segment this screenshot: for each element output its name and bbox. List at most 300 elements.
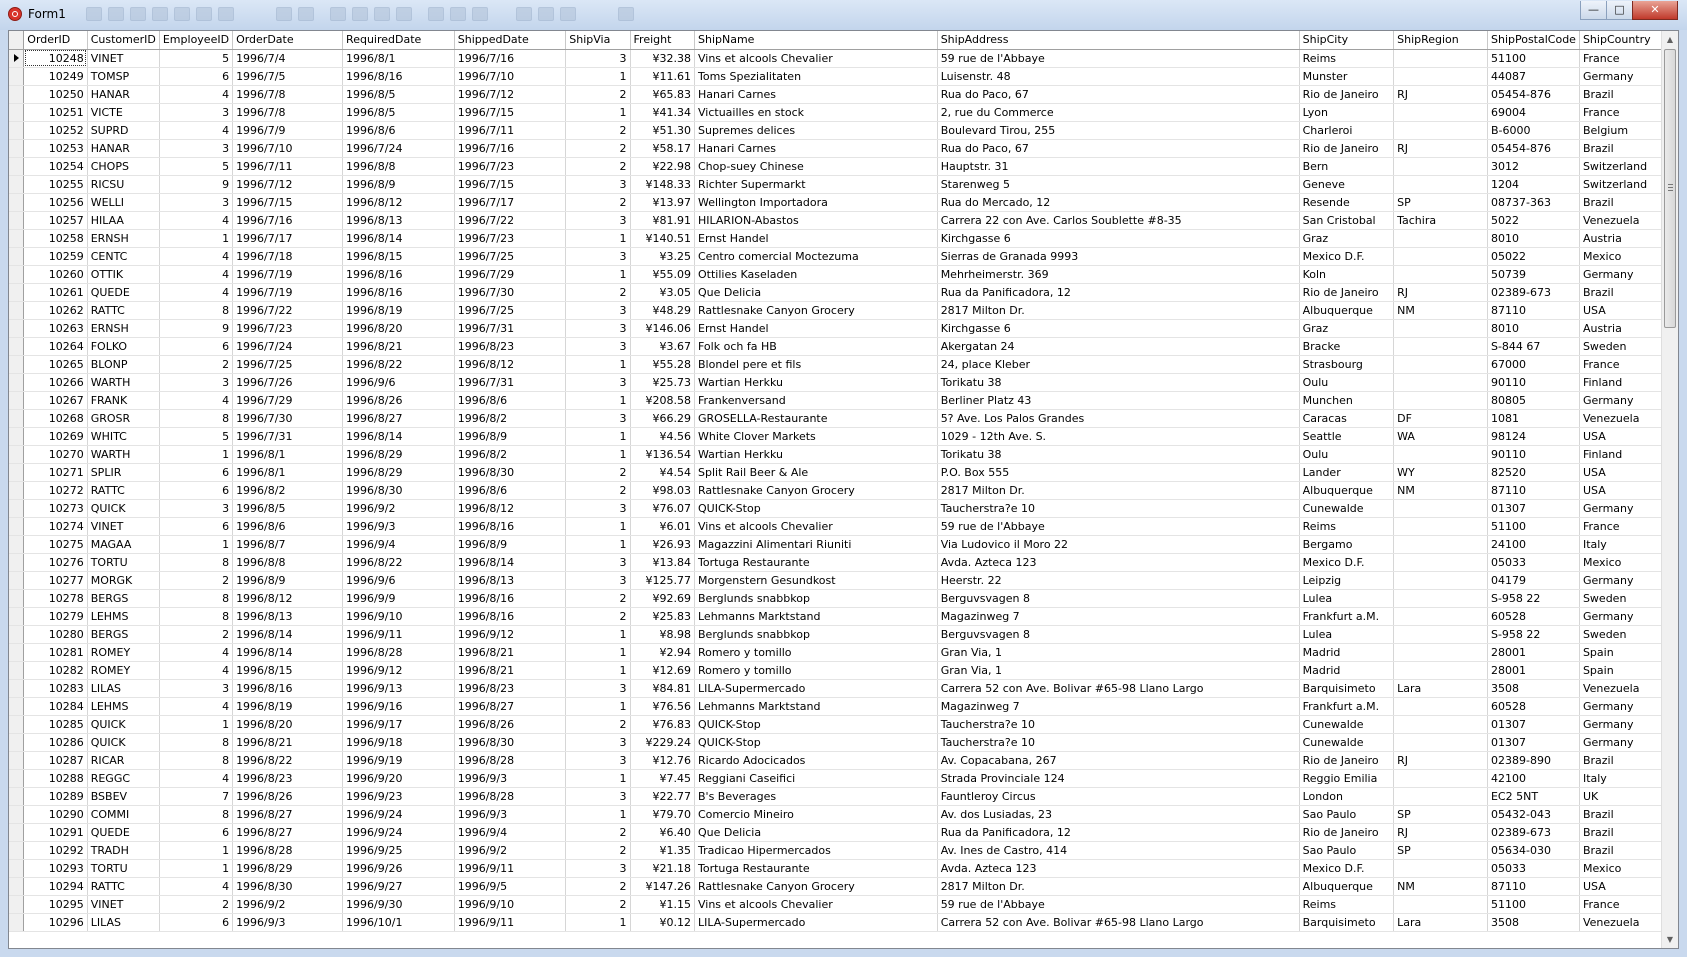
cell-shippeddate[interactable]: 1996/8/2 (454, 445, 566, 463)
cell-employeeid[interactable]: 2 (159, 355, 232, 373)
cell-orderdate[interactable]: 1996/7/8 (233, 103, 343, 121)
cell-shipcountry[interactable]: USA (1579, 877, 1677, 895)
cell-shippeddate[interactable]: 1996/7/22 (454, 211, 566, 229)
cell-customerid[interactable]: OTTIK (87, 265, 159, 283)
cell-orderid[interactable]: 10265 (24, 355, 87, 373)
cell-shipregion[interactable]: NM (1394, 481, 1488, 499)
column-header[interactable]: CustomerID (87, 31, 159, 49)
cell-shipregion[interactable] (1394, 661, 1488, 679)
cell-customerid[interactable]: ROMEY (87, 643, 159, 661)
cell-customerid[interactable]: GROSR (87, 409, 159, 427)
cell-orderid[interactable]: 10290 (24, 805, 87, 823)
cell-shippostalcode[interactable]: 02389-673 (1487, 823, 1579, 841)
cell-employeeid[interactable]: 8 (159, 751, 232, 769)
cell-shipcountry[interactable]: France (1579, 355, 1677, 373)
cell-shipcountry[interactable]: Germany (1579, 265, 1677, 283)
cell-orderdate[interactable]: 1996/8/15 (233, 661, 343, 679)
cell-customerid[interactable]: SPLIR (87, 463, 159, 481)
cell-shippeddate[interactable]: 1996/7/12 (454, 85, 566, 103)
cell-shipaddress[interactable]: Gran Via, 1 (937, 643, 1299, 661)
cell-shipname[interactable]: Vins et alcools Chevalier (695, 895, 938, 913)
cell-employeeid[interactable]: 1 (159, 445, 232, 463)
cell-orderdate[interactable]: 1996/7/9 (233, 121, 343, 139)
table-row[interactable] (9, 769, 1678, 787)
row-header[interactable] (9, 391, 24, 409)
cell-requireddate[interactable]: 1996/9/11 (343, 625, 455, 643)
cell-customerid[interactable]: MAGAA (87, 535, 159, 553)
cell-freight[interactable]: ¥66.29 (630, 409, 694, 427)
cell-customerid[interactable]: LILAS (87, 679, 159, 697)
column-header[interactable]: Freight (630, 31, 694, 49)
cell-freight[interactable]: ¥3.67 (630, 337, 694, 355)
cell-shipaddress[interactable]: Rua da Panificadora, 12 (937, 283, 1299, 301)
cell-customerid[interactable]: REGGC (87, 769, 159, 787)
cell-orderdate[interactable]: 1996/8/28 (233, 841, 343, 859)
cell-shippeddate[interactable]: 1996/8/30 (454, 463, 566, 481)
cell-orderdate[interactable]: 1996/8/5 (233, 499, 343, 517)
cell-customerid[interactable]: VINET (87, 895, 159, 913)
cell-customerid[interactable]: CENTC (87, 247, 159, 265)
cell-freight[interactable]: ¥13.84 (630, 553, 694, 571)
cell-shipregion[interactable] (1394, 445, 1488, 463)
cell-freight[interactable]: ¥55.09 (630, 265, 694, 283)
cell-requireddate[interactable]: 1996/8/1 (343, 49, 455, 67)
cell-shippostalcode[interactable]: S-844 67 (1487, 337, 1579, 355)
cell-employeeid[interactable]: 3 (159, 679, 232, 697)
cell-employeeid[interactable]: 1 (159, 229, 232, 247)
cell-requireddate[interactable]: 1996/8/15 (343, 247, 455, 265)
row-header[interactable] (9, 193, 24, 211)
table-row[interactable] (9, 589, 1678, 607)
cell-shipregion[interactable]: NM (1394, 877, 1488, 895)
cell-requireddate[interactable]: 1996/9/3 (343, 517, 455, 535)
cell-shippostalcode[interactable]: 87110 (1487, 301, 1579, 319)
table-row[interactable] (9, 715, 1678, 733)
cell-shippeddate[interactable]: 1996/8/9 (454, 535, 566, 553)
cell-orderid[interactable]: 10263 (24, 319, 87, 337)
cell-shipname[interactable]: Wartian Herkku (695, 373, 938, 391)
cell-freight[interactable]: ¥22.98 (630, 157, 694, 175)
cell-shippeddate[interactable]: 1996/7/11 (454, 121, 566, 139)
cell-shipaddress[interactable]: Torikatu 38 (937, 373, 1299, 391)
cell-shippeddate[interactable]: 1996/8/30 (454, 733, 566, 751)
orders-data-grid[interactable] (8, 30, 1679, 949)
cell-shipregion[interactable] (1394, 265, 1488, 283)
row-header[interactable] (9, 301, 24, 319)
row-header[interactable] (9, 589, 24, 607)
cell-freight[interactable]: ¥0.12 (630, 913, 694, 931)
cell-orderdate[interactable]: 1996/8/2 (233, 481, 343, 499)
table-row[interactable] (9, 463, 1678, 481)
cell-orderid[interactable]: 10252 (24, 121, 87, 139)
cell-shipregion[interactable] (1394, 643, 1488, 661)
cell-shipcity[interactable]: Lyon (1299, 103, 1394, 121)
cell-shipcountry[interactable]: Venezuela (1579, 211, 1677, 229)
cell-freight[interactable]: ¥6.40 (630, 823, 694, 841)
cell-freight[interactable]: ¥65.83 (630, 85, 694, 103)
cell-orderid[interactable]: 10278 (24, 589, 87, 607)
cell-shipcountry[interactable]: Germany (1579, 499, 1677, 517)
cell-customerid[interactable]: VINET (87, 49, 159, 67)
cell-shippostalcode[interactable]: 44087 (1487, 67, 1579, 85)
maximize-button[interactable]: □ (1606, 1, 1633, 20)
cell-shippostalcode[interactable]: 51100 (1487, 49, 1579, 67)
cell-orderdate[interactable]: 1996/8/6 (233, 517, 343, 535)
cell-shipcity[interactable]: Mexico D.F. (1299, 553, 1394, 571)
column-header[interactable]: ShipCountry (1579, 31, 1677, 49)
cell-orderid[interactable]: 10286 (24, 733, 87, 751)
cell-shipcity[interactable]: Graz (1299, 319, 1394, 337)
cell-shipvia[interactable]: 2 (566, 121, 630, 139)
cell-shipvia[interactable]: 3 (566, 211, 630, 229)
cell-shippeddate[interactable]: 1996/9/3 (454, 805, 566, 823)
cell-shippostalcode[interactable]: 28001 (1487, 643, 1579, 661)
cell-requireddate[interactable]: 1996/8/26 (343, 391, 455, 409)
cell-shippostalcode[interactable]: 05634-030 (1487, 841, 1579, 859)
cell-freight[interactable]: ¥229.24 (630, 733, 694, 751)
cell-shipvia[interactable]: 2 (566, 463, 630, 481)
row-header[interactable] (9, 535, 24, 553)
cell-orderid[interactable]: 10257 (24, 211, 87, 229)
cell-customerid[interactable]: LEHMS (87, 607, 159, 625)
cell-shipcity[interactable]: Barquisimeto (1299, 913, 1394, 931)
column-header[interactable]: ShipName (695, 31, 938, 49)
cell-shipcity[interactable]: Madrid (1299, 661, 1394, 679)
cell-shippeddate[interactable]: 1996/8/13 (454, 571, 566, 589)
cell-shipcountry[interactable]: Germany (1579, 733, 1677, 751)
cell-shipcountry[interactable]: Germany (1579, 697, 1677, 715)
cell-employeeid[interactable]: 8 (159, 301, 232, 319)
cell-freight[interactable]: ¥6.01 (630, 517, 694, 535)
cell-orderdate[interactable]: 1996/7/19 (233, 283, 343, 301)
cell-shippostalcode[interactable]: 3012 (1487, 157, 1579, 175)
cell-orderid[interactable]: 10258 (24, 229, 87, 247)
cell-shipcountry[interactable]: Spain (1579, 643, 1677, 661)
cell-shipcity[interactable]: Strasbourg (1299, 355, 1394, 373)
cell-freight[interactable]: ¥76.56 (630, 697, 694, 715)
cell-shipregion[interactable] (1394, 553, 1488, 571)
cell-shipvia[interactable]: 1 (566, 265, 630, 283)
cell-shipcountry[interactable]: Brazil (1579, 823, 1677, 841)
table-row[interactable] (9, 535, 1678, 553)
cell-shipvia[interactable]: 2 (566, 283, 630, 301)
cell-requireddate[interactable]: 1996/8/5 (343, 85, 455, 103)
cell-shippostalcode[interactable]: 04179 (1487, 571, 1579, 589)
cell-shippeddate[interactable]: 1996/8/2 (454, 409, 566, 427)
cell-requireddate[interactable]: 1996/9/26 (343, 859, 455, 877)
cell-shipregion[interactable]: NM (1394, 301, 1488, 319)
cell-shipname[interactable]: Morgenstern Gesundkost (695, 571, 938, 589)
cell-orderdate[interactable]: 1996/7/22 (233, 301, 343, 319)
cell-requireddate[interactable]: 1996/9/24 (343, 823, 455, 841)
cell-shippeddate[interactable]: 1996/7/23 (454, 229, 566, 247)
cell-orderdate[interactable]: 1996/8/26 (233, 787, 343, 805)
cell-shippeddate[interactable]: 1996/9/12 (454, 625, 566, 643)
cell-orderid[interactable]: 10283 (24, 679, 87, 697)
cell-shipaddress[interactable]: Carrera 52 con Ave. Bolivar #65-98 Llano Largo (937, 679, 1299, 697)
cell-customerid[interactable]: SUPRD (87, 121, 159, 139)
cell-orderid[interactable]: 10268 (24, 409, 87, 427)
row-header[interactable] (9, 895, 24, 913)
cell-orderid[interactable]: 10279 (24, 607, 87, 625)
cell-shipregion[interactable]: SP (1394, 841, 1488, 859)
column-header[interactable]: ShipRegion (1394, 31, 1488, 49)
cell-shipname[interactable]: GROSELLA-Restaurante (695, 409, 938, 427)
cell-shippeddate[interactable]: 1996/8/16 (454, 607, 566, 625)
cell-orderid[interactable]: 10267 (24, 391, 87, 409)
row-header[interactable] (9, 841, 24, 859)
cell-customerid[interactable]: BERGS (87, 589, 159, 607)
cell-shipcountry[interactable]: Brazil (1579, 139, 1677, 157)
cell-orderdate[interactable]: 1996/7/12 (233, 175, 343, 193)
row-header[interactable] (9, 661, 24, 679)
cell-shipcity[interactable]: Munchen (1299, 391, 1394, 409)
cell-customerid[interactable]: FRANK (87, 391, 159, 409)
cell-employeeid[interactable]: 6 (159, 337, 232, 355)
cell-shipcountry[interactable]: Switzerland (1579, 157, 1677, 175)
cell-freight[interactable]: ¥3.05 (630, 283, 694, 301)
cell-orderid[interactable]: 10266 (24, 373, 87, 391)
cell-shippeddate[interactable]: 1996/7/29 (454, 265, 566, 283)
cell-freight[interactable]: ¥25.73 (630, 373, 694, 391)
cell-orderid[interactable]: 10275 (24, 535, 87, 553)
cell-shipname[interactable]: Romero y tomillo (695, 643, 938, 661)
row-header[interactable] (9, 607, 24, 625)
cell-shipname[interactable]: Que Delicia (695, 823, 938, 841)
cell-shippostalcode[interactable]: 87110 (1487, 877, 1579, 895)
cell-freight[interactable]: ¥125.77 (630, 571, 694, 589)
cell-customerid[interactable]: WHITC (87, 427, 159, 445)
cell-shipname[interactable]: Que Delicia (695, 283, 938, 301)
cell-requireddate[interactable]: 1996/9/17 (343, 715, 455, 733)
cell-shippeddate[interactable]: 1996/9/11 (454, 913, 566, 931)
cell-shipvia[interactable]: 3 (566, 733, 630, 751)
cell-shipaddress[interactable]: Rua do Paco, 67 (937, 139, 1299, 157)
cell-orderdate[interactable]: 1996/7/15 (233, 193, 343, 211)
table-row[interactable] (9, 679, 1678, 697)
cell-shipcity[interactable]: Reims (1299, 517, 1394, 535)
cell-freight[interactable]: ¥12.69 (630, 661, 694, 679)
cell-orderdate[interactable]: 1996/7/5 (233, 67, 343, 85)
table-row[interactable] (9, 175, 1678, 193)
cell-orderdate[interactable]: 1996/8/20 (233, 715, 343, 733)
cell-employeeid[interactable]: 4 (159, 283, 232, 301)
table-row[interactable] (9, 391, 1678, 409)
cell-freight[interactable]: ¥1.15 (630, 895, 694, 913)
cell-shippostalcode[interactable]: 05454-876 (1487, 85, 1579, 103)
cell-shipaddress[interactable]: 5? Ave. Los Palos Grandes (937, 409, 1299, 427)
table-row[interactable] (9, 211, 1678, 229)
cell-shipaddress[interactable]: Taucherstra?e 10 (937, 715, 1299, 733)
table-row[interactable] (9, 859, 1678, 877)
cell-shipcity[interactable]: Rio de Janeiro (1299, 139, 1394, 157)
cell-customerid[interactable]: RATTC (87, 301, 159, 319)
cell-shipaddress[interactable]: Taucherstra?e 10 (937, 733, 1299, 751)
cell-shippostalcode[interactable]: 60528 (1487, 607, 1579, 625)
cell-customerid[interactable]: WARTH (87, 445, 159, 463)
cell-shippostalcode[interactable]: 02389-673 (1487, 283, 1579, 301)
cell-shipaddress[interactable]: Rua do Paco, 67 (937, 85, 1299, 103)
cell-employeeid[interactable]: 6 (159, 823, 232, 841)
cell-shipaddress[interactable]: Av. Ines de Castro, 414 (937, 841, 1299, 859)
cell-orderid[interactable]: 10293 (24, 859, 87, 877)
cell-shipaddress[interactable]: 24, place Kleber (937, 355, 1299, 373)
cell-orderid[interactable]: 10270 (24, 445, 87, 463)
cell-shippeddate[interactable]: 1996/8/27 (454, 697, 566, 715)
cell-employeeid[interactable]: 1 (159, 841, 232, 859)
cell-shipcity[interactable]: Mexico D.F. (1299, 247, 1394, 265)
column-header[interactable]: EmployeeID (159, 31, 232, 49)
cell-orderdate[interactable]: 1996/7/26 (233, 373, 343, 391)
cell-employeeid[interactable]: 1 (159, 715, 232, 733)
cell-shippostalcode[interactable]: 51100 (1487, 895, 1579, 913)
cell-employeeid[interactable]: 6 (159, 913, 232, 931)
cell-shipvia[interactable]: 1 (566, 913, 630, 931)
cell-shippostalcode[interactable]: 90110 (1487, 445, 1579, 463)
cell-shippostalcode[interactable]: 1081 (1487, 409, 1579, 427)
cell-shipregion[interactable] (1394, 589, 1488, 607)
cell-freight[interactable]: ¥79.70 (630, 805, 694, 823)
cell-shippeddate[interactable]: 1996/7/15 (454, 175, 566, 193)
cell-shipaddress[interactable]: P.O. Box 555 (937, 463, 1299, 481)
cell-shipaddress[interactable]: 59 rue de l'Abbaye (937, 517, 1299, 535)
table-row[interactable] (9, 787, 1678, 805)
cell-customerid[interactable]: ERNSH (87, 229, 159, 247)
cell-shipregion[interactable]: RJ (1394, 823, 1488, 841)
cell-orderdate[interactable]: 1996/8/19 (233, 697, 343, 715)
cell-freight[interactable]: ¥76.83 (630, 715, 694, 733)
cell-customerid[interactable]: TORTU (87, 859, 159, 877)
cell-shipregion[interactable] (1394, 355, 1488, 373)
cell-requireddate[interactable]: 1996/9/2 (343, 499, 455, 517)
row-header[interactable] (9, 445, 24, 463)
cell-employeeid[interactable]: 3 (159, 103, 232, 121)
cell-shipcountry[interactable]: Switzerland (1579, 175, 1677, 193)
cell-freight[interactable]: ¥48.29 (630, 301, 694, 319)
cell-orderid[interactable]: 10289 (24, 787, 87, 805)
cell-shipregion[interactable] (1394, 67, 1488, 85)
cell-customerid[interactable]: CHOPS (87, 157, 159, 175)
cell-customerid[interactable]: QUICK (87, 733, 159, 751)
cell-shippeddate[interactable]: 1996/8/28 (454, 787, 566, 805)
cell-orderdate[interactable]: 1996/8/22 (233, 751, 343, 769)
column-header[interactable]: ShipAddress (937, 31, 1299, 49)
cell-requireddate[interactable]: 1996/9/16 (343, 697, 455, 715)
cell-requireddate[interactable]: 1996/9/20 (343, 769, 455, 787)
cell-employeeid[interactable]: 2 (159, 625, 232, 643)
cell-shippostalcode[interactable]: 1204 (1487, 175, 1579, 193)
cell-shipcountry[interactable]: France (1579, 517, 1677, 535)
cell-orderdate[interactable]: 1996/7/16 (233, 211, 343, 229)
cell-shipcountry[interactable]: Brazil (1579, 751, 1677, 769)
cell-employeeid[interactable]: 5 (159, 157, 232, 175)
cell-shipaddress[interactable]: Fauntleroy Circus (937, 787, 1299, 805)
cell-freight[interactable]: ¥76.07 (630, 499, 694, 517)
cell-employeeid[interactable]: 4 (159, 697, 232, 715)
cell-employeeid[interactable]: 6 (159, 67, 232, 85)
cell-shippostalcode[interactable]: 01307 (1487, 499, 1579, 517)
table-row[interactable] (9, 283, 1678, 301)
cell-shippeddate[interactable]: 1996/8/26 (454, 715, 566, 733)
cell-requireddate[interactable]: 1996/8/28 (343, 643, 455, 661)
cell-shipvia[interactable]: 3 (566, 319, 630, 337)
cell-shipcountry[interactable]: Germany (1579, 571, 1677, 589)
cell-shipname[interactable]: Split Rail Beer & Ale (695, 463, 938, 481)
cell-employeeid[interactable]: 7 (159, 787, 232, 805)
row-header[interactable] (9, 121, 24, 139)
table-row[interactable] (9, 337, 1678, 355)
cell-shipcountry[interactable]: Italy (1579, 535, 1677, 553)
table-row[interactable] (9, 499, 1678, 517)
row-header[interactable] (9, 67, 24, 85)
row-header[interactable] (9, 823, 24, 841)
cell-shipvia[interactable]: 2 (566, 193, 630, 211)
cell-freight[interactable]: ¥51.30 (630, 121, 694, 139)
cell-customerid[interactable]: LILAS (87, 913, 159, 931)
row-header[interactable] (9, 715, 24, 733)
cell-shipname[interactable]: LILA-Supermercado (695, 679, 938, 697)
cell-shippostalcode[interactable]: 82520 (1487, 463, 1579, 481)
cell-customerid[interactable]: TOMSP (87, 67, 159, 85)
cell-employeeid[interactable]: 3 (159, 499, 232, 517)
cell-orderdate[interactable]: 1996/8/1 (233, 463, 343, 481)
cell-freight[interactable]: ¥22.77 (630, 787, 694, 805)
cell-customerid[interactable]: HANAR (87, 85, 159, 103)
cell-shipname[interactable]: Rattlesnake Canyon Grocery (695, 481, 938, 499)
cell-shipname[interactable]: Victuailles en stock (695, 103, 938, 121)
cell-shipvia[interactable]: 3 (566, 859, 630, 877)
cell-freight[interactable]: ¥4.56 (630, 427, 694, 445)
cell-shippeddate[interactable]: 1996/9/4 (454, 823, 566, 841)
cell-shipaddress[interactable]: Magazinweg 7 (937, 697, 1299, 715)
cell-freight[interactable]: ¥3.25 (630, 247, 694, 265)
cell-shipname[interactable]: Supremes delices (695, 121, 938, 139)
cell-shipname[interactable]: Richter Supermarkt (695, 175, 938, 193)
cell-shipvia[interactable]: 3 (566, 571, 630, 589)
cell-employeeid[interactable]: 1 (159, 535, 232, 553)
cell-shipcity[interactable]: Oulu (1299, 373, 1394, 391)
cell-shipregion[interactable] (1394, 769, 1488, 787)
cell-requireddate[interactable]: 1996/8/30 (343, 481, 455, 499)
cell-shipcity[interactable]: Rio de Janeiro (1299, 823, 1394, 841)
cell-employeeid[interactable]: 1 (159, 859, 232, 877)
cell-shipcity[interactable]: Rio de Janeiro (1299, 283, 1394, 301)
cell-shipname[interactable]: Reggiani Caseifici (695, 769, 938, 787)
cell-shipaddress[interactable]: Taucherstra?e 10 (937, 499, 1299, 517)
cell-shippeddate[interactable]: 1996/7/25 (454, 247, 566, 265)
minimize-button[interactable]: — (1580, 1, 1607, 20)
cell-shipvia[interactable]: 2 (566, 607, 630, 625)
cell-employeeid[interactable]: 8 (159, 805, 232, 823)
cell-customerid[interactable]: ROMEY (87, 661, 159, 679)
table-row[interactable] (9, 823, 1678, 841)
table-row[interactable] (9, 643, 1678, 661)
cell-shipcountry[interactable]: Finland (1579, 445, 1677, 463)
cell-shipregion[interactable] (1394, 571, 1488, 589)
cell-customerid[interactable]: FOLKO (87, 337, 159, 355)
cell-shippeddate[interactable]: 1996/9/2 (454, 841, 566, 859)
cell-orderid[interactable]: 10276 (24, 553, 87, 571)
cell-shippeddate[interactable]: 1996/9/3 (454, 769, 566, 787)
cell-shipregion[interactable] (1394, 535, 1488, 553)
row-header[interactable] (9, 463, 24, 481)
cell-shipcountry[interactable]: Germany (1579, 391, 1677, 409)
cell-employeeid[interactable]: 6 (159, 463, 232, 481)
cell-shipaddress[interactable]: 1029 - 12th Ave. S. (937, 427, 1299, 445)
cell-shipvia[interactable]: 2 (566, 823, 630, 841)
cell-customerid[interactable]: BSBEV (87, 787, 159, 805)
cell-shipaddress[interactable]: Carrera 22 con Ave. Carlos Soublette #8-35 (937, 211, 1299, 229)
